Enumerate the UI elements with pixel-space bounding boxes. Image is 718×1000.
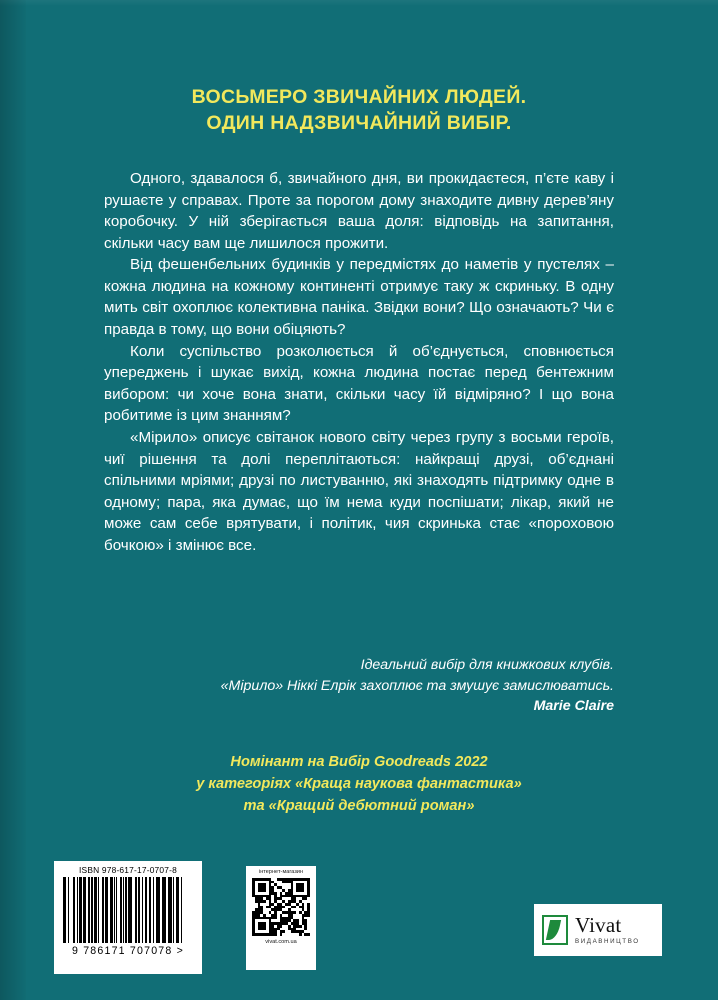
- headline-line-1: ВОСЬМЕРО ЗВИЧАЙНИХ ЛЮДЕЙ.: [191, 86, 527, 108]
- bottom-row: [0, 854, 718, 974]
- blurb: [104, 168, 614, 556]
- isbn-label: ISBN 978-617-17-0707-8: [79, 865, 177, 875]
- qr-code-icon[interactable]: [252, 878, 310, 936]
- blurb-paragraph-1: Одного, здавалося б, звичайного дня, ви прокидаєтеся, п’єте каву і рушаєте у справах. Проте за порогом дому знаходите дивну дерев’яну коробочку. У ній зберігається ваша доля: відповідь на запитання, скільки часу вам ще лишилося прожити.: [104, 170, 614, 252]
- blurb-paragraph-3: Коли суспільство розколюється й об’єднується, сповнюється упереджень і шукає вихід, кожна людина постає перед бентежним вибором: чи хоче вона знати, скільки часу їй відміряно? І що вона робитиме із цим знанням?: [104, 342, 614, 425]
- review-source: Marie Claire: [533, 698, 614, 715]
- publisher-name: Vivat: [575, 912, 622, 937]
- review-line-2: «Мірило» Ніккі Елрік захоплює та змушує замислюватись.: [220, 677, 614, 694]
- award-line-2: у категоріях «Краща наукова фантастика»: [196, 775, 522, 792]
- qr-block[interactable]: [246, 866, 316, 970]
- award-line-3: та «Кращий дебютний роман»: [243, 797, 475, 814]
- barcode-digits: 9 786171 707078 >: [71, 945, 184, 957]
- spine-shadow: [0, 0, 26, 1000]
- review-quote: [104, 655, 614, 717]
- review-line-1: Ідеальний вибір для книжкових клубів.: [360, 657, 614, 673]
- publisher-text: [575, 912, 640, 945]
- headline: [0, 84, 718, 137]
- top-edge-highlight: [0, 0, 718, 6]
- blurb-paragraph-2: Від фешенбельних будинків у передмістях до наметів у пустелях – кожна людина на кожному континенті отримує таку ж скриньку. В одну мить світ охоплює колективна паніка. Звідки вони? Що означають? Чи є правда в тому, що вони обіцяють?: [104, 256, 614, 339]
- award-line-1: Номінант на Вибір Goodreads 2022: [230, 754, 488, 770]
- publisher-subtitle: ВИДАВНИЦТВО: [575, 937, 640, 945]
- headline-line-2: ОДИН НАДЗВИЧАЙНИЙ ВИБІР.: [206, 112, 512, 135]
- barcode-block: [54, 861, 202, 974]
- blurb-paragraph-4: «Мірило» описує світанок нового світу через групу з восьми героїв, чиї рішення та долі переплітаються: найкращі друзі, об’єднані спільними мріями; друзі по листуванню, які знаходять підтримку одне в одному; пара, яка думає, що їм нема куди поспішати; лікар, який не може сам себе врятувати, і політик, чия скринька стає «пороховою бочкою» і змінює все.: [104, 428, 614, 554]
- qr-title: інтернет-магазин: [258, 869, 304, 875]
- award-note: [70, 752, 648, 818]
- vivat-mark-icon: [542, 915, 568, 945]
- qr-url: vivat.com.ua: [265, 938, 297, 945]
- barcode-bars: [63, 877, 193, 943]
- publisher-logo: [534, 904, 662, 956]
